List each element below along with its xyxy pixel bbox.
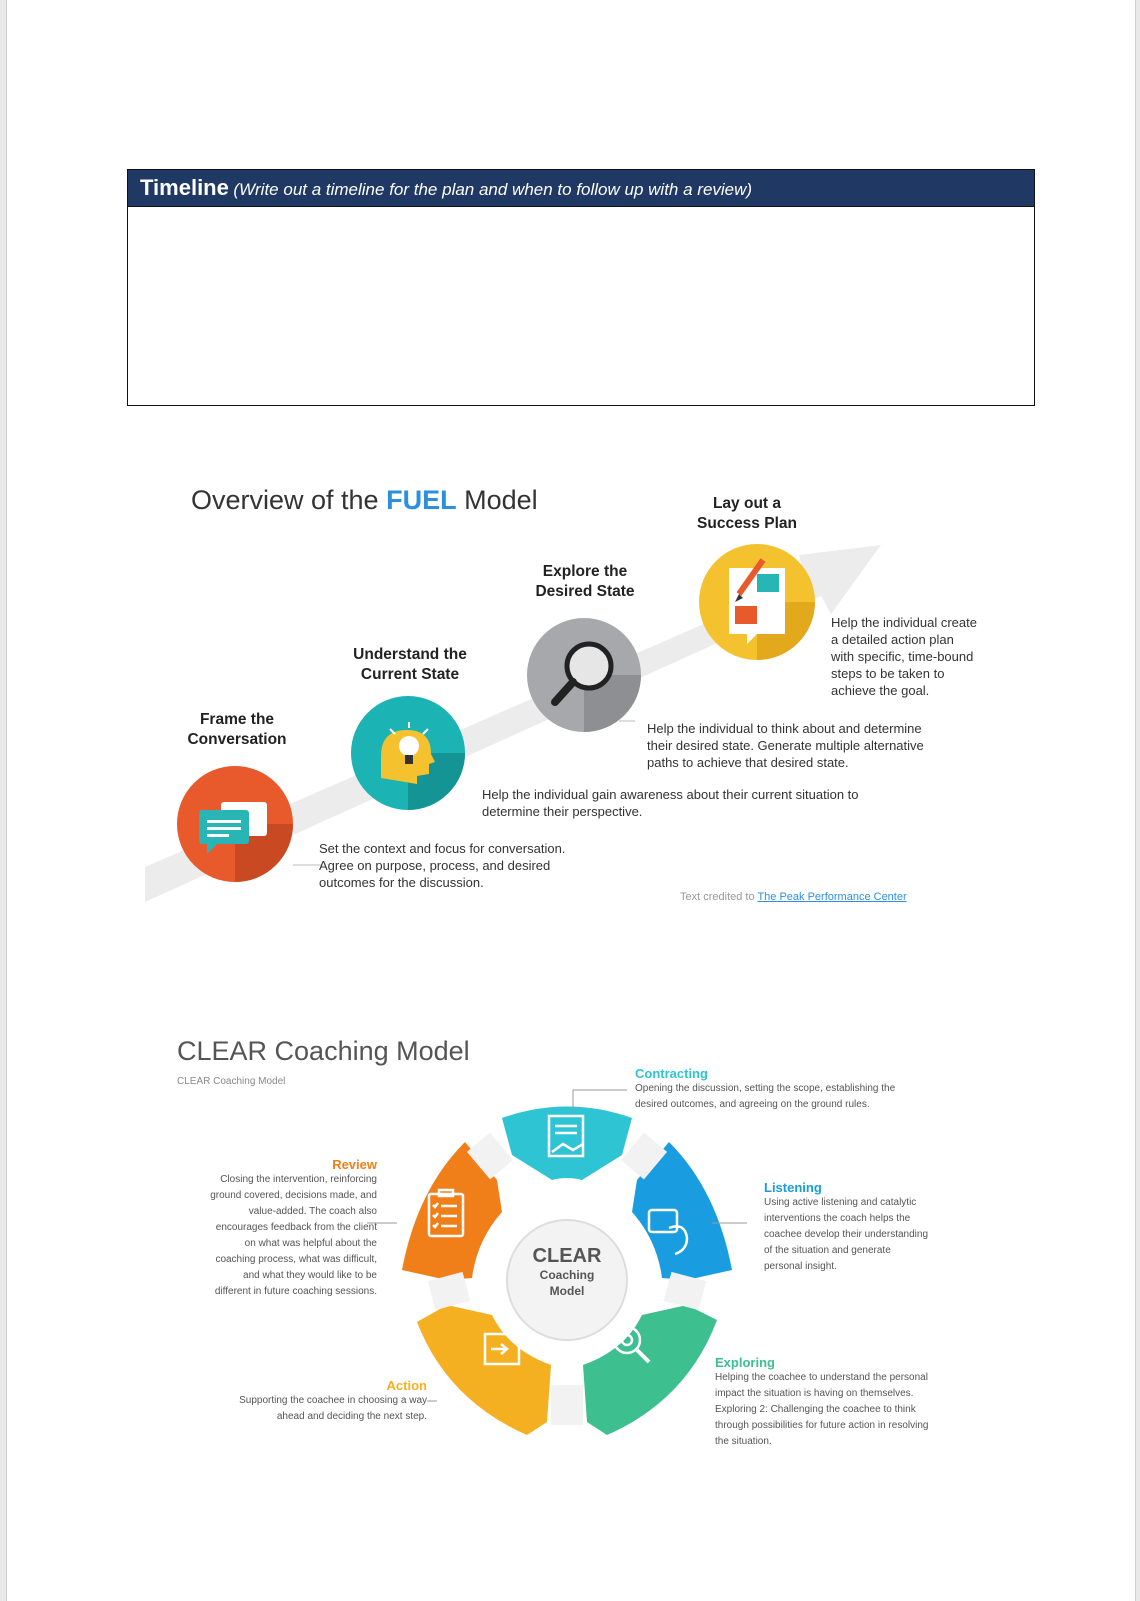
desc-line: Help the individual create — [831, 615, 977, 630]
credit-prefix: Text credited to — [680, 891, 758, 903]
listening-title: Listening — [764, 1180, 822, 1195]
desc-line: Agree on purpose, process, and desired — [319, 858, 551, 873]
document-page — [6, 0, 1136, 1601]
fuel-title-prefix: Overview of the — [191, 485, 387, 515]
review-desc-line: value-added. The coach also — [248, 1206, 377, 1217]
desc-line: with specific, time-bound — [831, 649, 974, 664]
fuel-step-frame-title — [167, 710, 307, 750]
step-title-line: Conversation — [187, 731, 287, 748]
listening-desc-line: coachee develop their understanding — [764, 1229, 929, 1240]
step-title-line: Success Plan — [697, 515, 797, 532]
fuel-step-frame-desc — [319, 840, 619, 891]
plan-document-icon — [699, 544, 815, 660]
head-lightbulb-icon — [351, 696, 465, 810]
review-title: Review — [332, 1157, 377, 1172]
step-title-line: Understand the — [353, 646, 467, 663]
listening-desc-line: personal insight. — [764, 1261, 837, 1272]
fuel-title-suffix: Model — [456, 485, 538, 515]
step-title-line: Lay out a — [712, 495, 782, 512]
review-desc-line: on what was helpful about the — [244, 1238, 377, 1249]
fuel-step-explore-title — [505, 562, 665, 602]
fuel-step-understand-title — [325, 645, 495, 685]
desc-line: achieve the goal. — [831, 683, 930, 698]
desc-line: Help the individual gain awareness about their current situation to — [482, 787, 859, 802]
fuel-step-frame-circle — [177, 766, 293, 882]
fuel-credit — [680, 891, 907, 903]
center-line2: Coaching — [539, 1268, 595, 1282]
fuel-step-explore-desc — [647, 720, 987, 771]
action-desc-line: ahead and deciding the next step. — [276, 1411, 427, 1422]
action-title: Action — [386, 1378, 427, 1393]
exploring-desc-line: the situation. — [715, 1436, 772, 1447]
review-text — [157, 1157, 377, 1300]
desc-line: paths to achieve that desired state. — [647, 755, 849, 770]
desc-line: outcomes for the discussion. — [319, 875, 484, 890]
fuel-step-plan-desc — [831, 614, 1011, 699]
center-line3: Model — [549, 1284, 585, 1298]
fuel-step-plan-circle — [699, 544, 815, 660]
listening-text — [764, 1180, 994, 1275]
desc-line: Help the individual to think about and determine — [647, 721, 922, 736]
review-desc-line: coaching process, what was difficult, — [215, 1254, 377, 1265]
action-text — [182, 1378, 427, 1425]
review-desc-line: different in future coaching sessions. — [214, 1286, 377, 1297]
exploring-desc-line: through possibilities for future action in resolving — [715, 1420, 929, 1431]
review-desc-line: Closing the intervention, reinforcing — [220, 1174, 377, 1185]
action-desc-line: Supporting the coachee in choosing a way — [239, 1395, 427, 1406]
step-title-line: Frame the — [199, 711, 275, 728]
contracting-title: Contracting — [635, 1066, 708, 1081]
desc-line: a detailed action plan — [831, 632, 954, 647]
exploring-desc-line: Exploring 2: Challenging the coachee to think — [715, 1404, 916, 1415]
desc-line: their desired state. Generate multiple alternative — [647, 738, 924, 753]
desc-line: steps to be taken to — [831, 666, 945, 681]
review-desc-line: ground covered, decisions made, and — [210, 1190, 377, 1201]
timeline-input-area[interactable] — [128, 207, 1034, 402]
timeline-title: Timeline — [140, 175, 229, 200]
connector-line — [293, 855, 323, 875]
exploring-text — [715, 1355, 1005, 1450]
exploring-title: Exploring — [715, 1355, 775, 1370]
review-desc-line: encourages feedback from the client — [215, 1222, 377, 1233]
timeline-hint: (Write out a timeline for the plan and when to follow up with a review) — [233, 180, 753, 199]
credit-link[interactable]: The Peak Performance Center — [757, 891, 907, 903]
fuel-title-highlight: FUEL — [386, 485, 457, 515]
fuel-step-explore-circle — [527, 618, 641, 732]
timeline-header — [128, 170, 1034, 207]
listening-desc-line: Using active listening and catalytic — [764, 1197, 917, 1208]
step-title-line: Desired State — [535, 583, 635, 600]
fuel-title — [191, 485, 538, 516]
contracting-desc-line: desired outcomes, and agreeing on the ground rules. — [635, 1099, 870, 1110]
contracting-desc-line: Opening the discussion, setting the scope, establishing the — [635, 1083, 896, 1094]
listening-desc-line: of the situation and generate — [764, 1245, 891, 1256]
fuel-step-plan-title — [677, 494, 817, 534]
timeline-table — [127, 169, 1035, 406]
connector-line — [619, 716, 639, 726]
listening-desc-line: interventions the coach helps the — [764, 1213, 911, 1224]
step-title-line: Current State — [360, 666, 460, 683]
chat-bubbles-icon — [177, 766, 293, 882]
desc-line: Set the context and focus for conversation. — [319, 841, 566, 856]
magnifier-icon — [527, 618, 641, 732]
fuel-step-understand-circle — [351, 696, 465, 810]
fuel-step-understand-desc — [482, 786, 922, 820]
clear-connectors — [367, 1080, 747, 1410]
clear-subtitle: CLEAR Coaching Model — [177, 1076, 286, 1087]
center-line1: CLEAR — [532, 1245, 602, 1267]
review-desc-line: and what they would like to be — [243, 1270, 377, 1281]
clear-title: CLEAR Coaching Model — [177, 1036, 470, 1066]
exploring-desc-line: impact the situation is having on themselves. — [715, 1388, 914, 1399]
desc-line: determine their perspective. — [482, 804, 643, 819]
contracting-text — [635, 1066, 995, 1113]
exploring-desc-line: Helping the coachee to understand the personal — [715, 1372, 928, 1383]
step-title-line: Explore the — [542, 563, 628, 580]
